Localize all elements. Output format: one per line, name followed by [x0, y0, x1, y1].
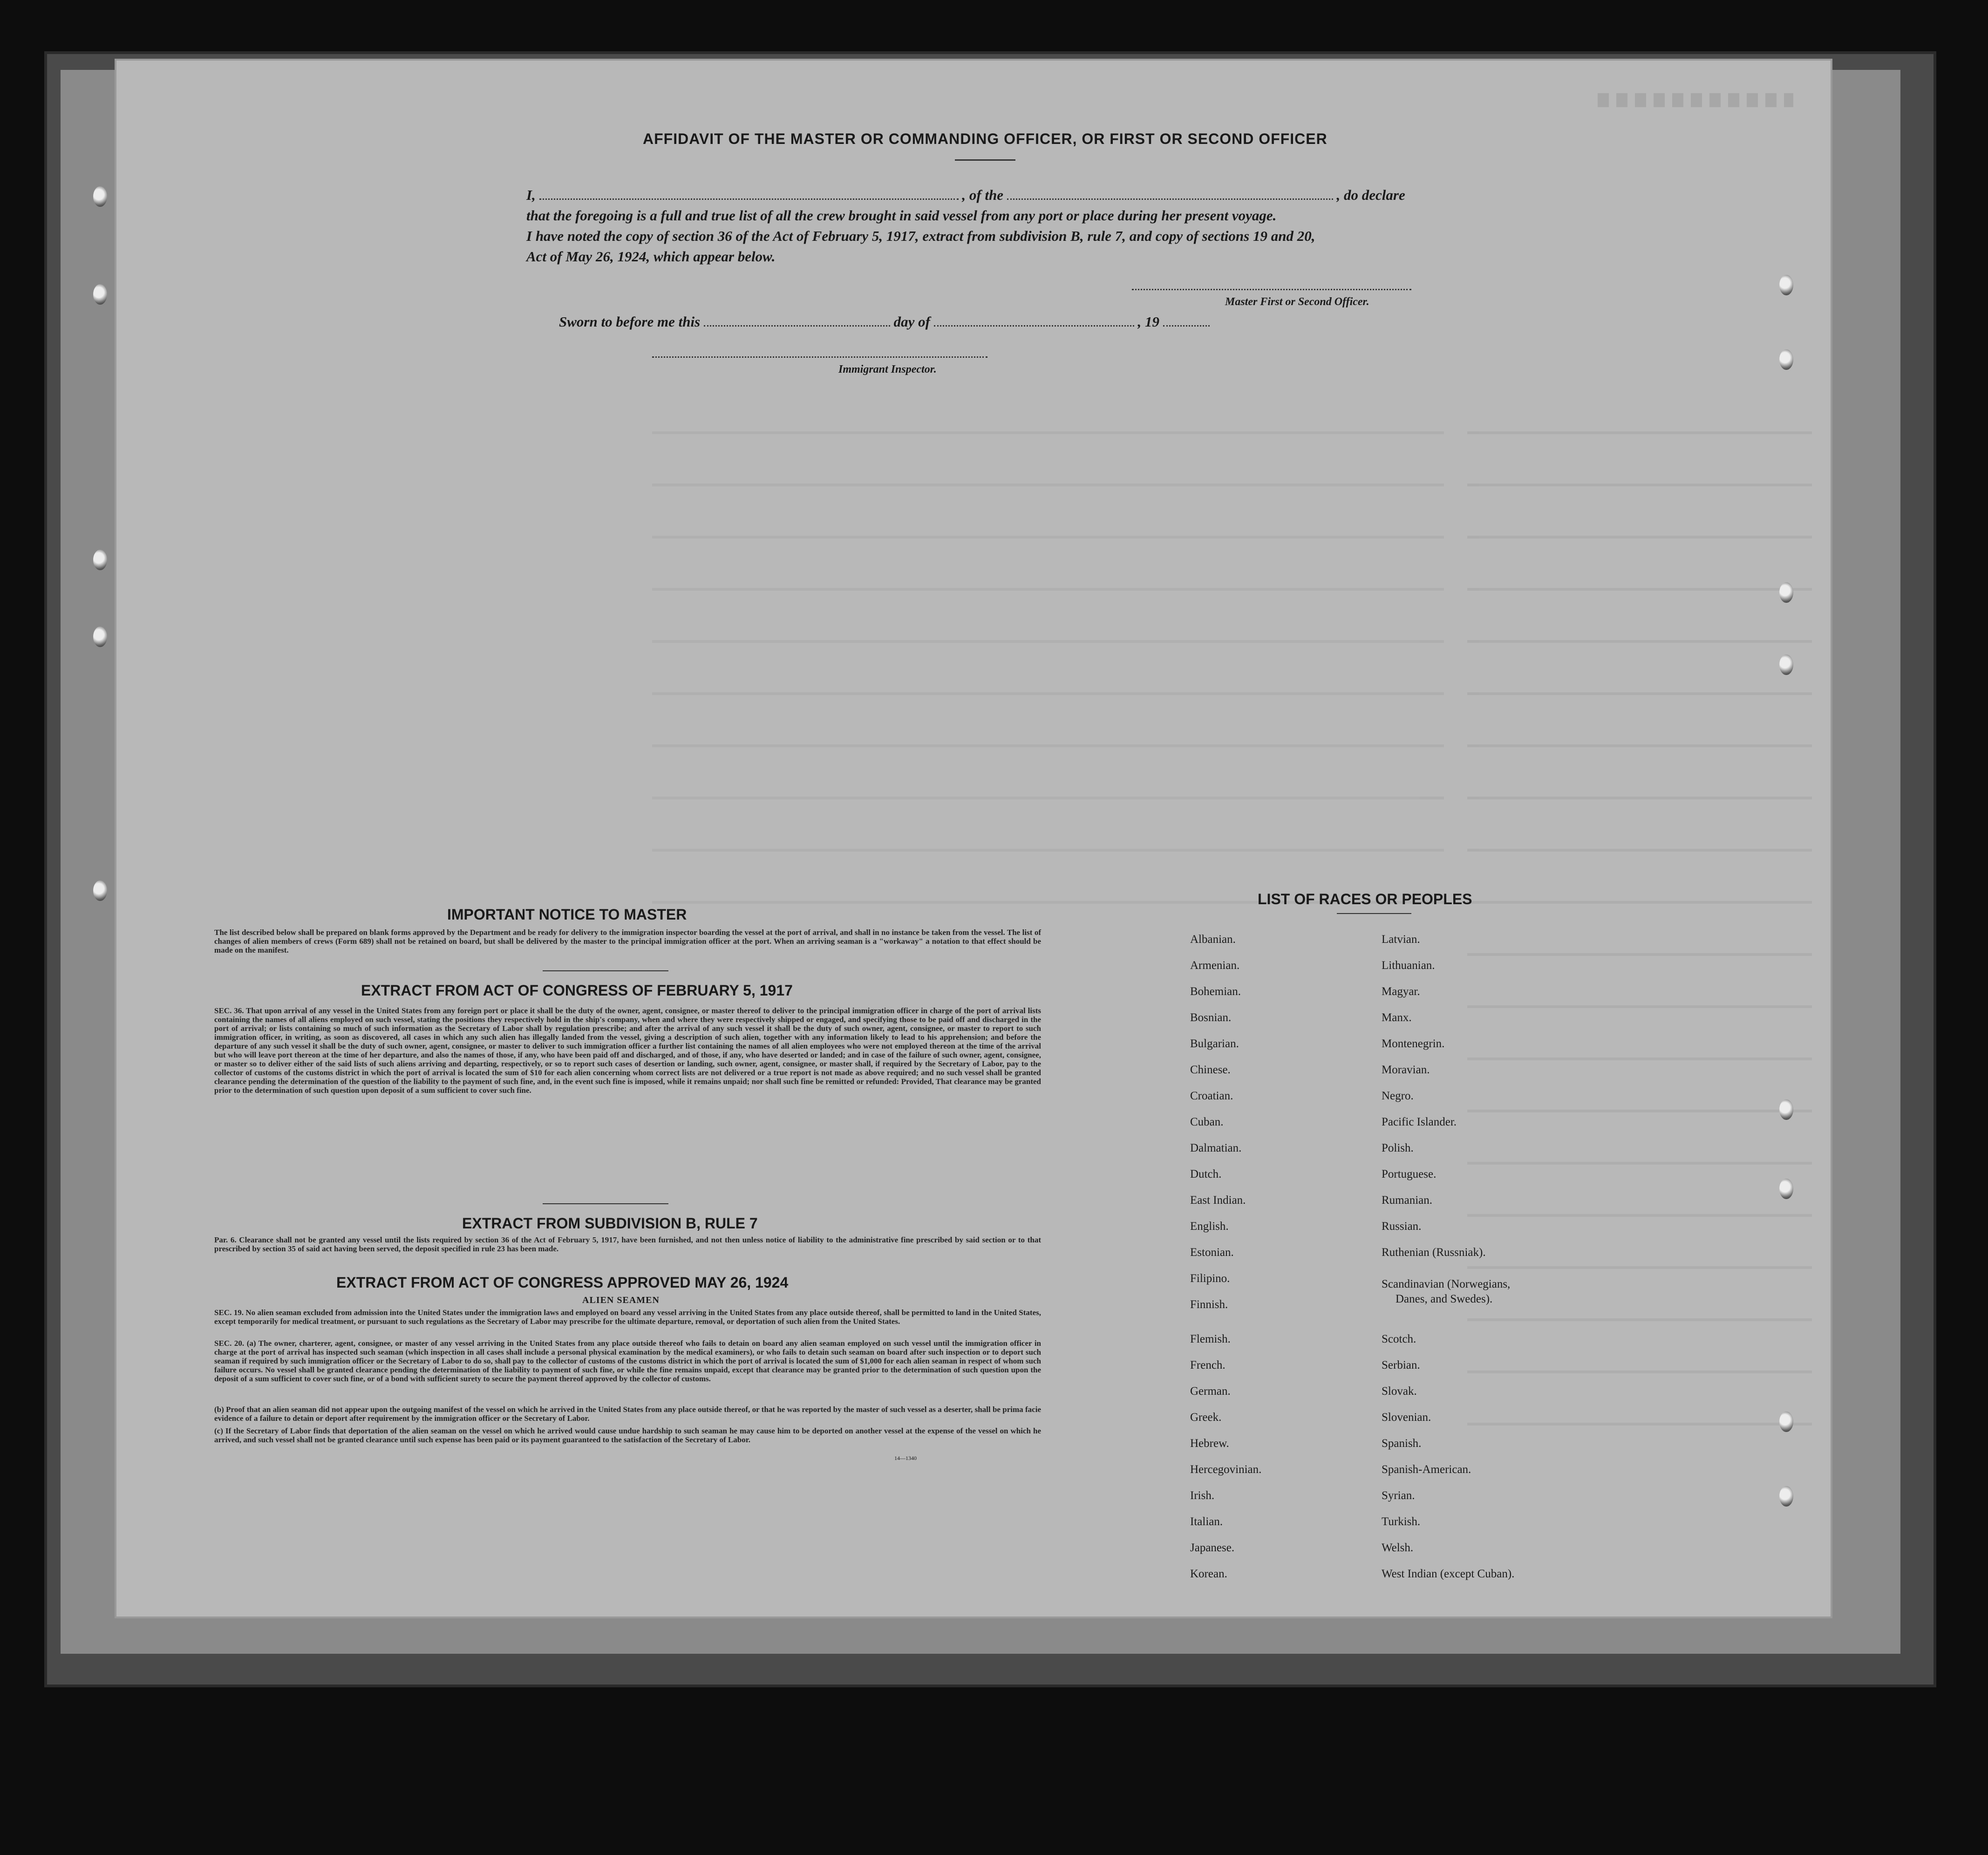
- race-item: Portuguese.: [1382, 1168, 1437, 1180]
- race-item: Slovenian.: [1382, 1411, 1431, 1424]
- declaration-line-1: [526, 185, 1405, 205]
- form-number: 14—1340: [894, 1455, 917, 1461]
- race-item: Italian.: [1190, 1515, 1223, 1528]
- sec-20c-text: (c) If the Secretary of Labor finds that deportation of the alien seaman on the vessel on which he arrived would cause undue hardship to such seaman he may cause him to be deported on another vessel at the expense of the vessel on which he arrived, and such vessel shall not be granted clearance until such expense has been paid or its payment guaranteed to the satisfaction of the Secretary of Labor.: [214, 1426, 1041, 1444]
- inspector-caption: Immigrant Inspector.: [838, 363, 937, 375]
- race-item: Polish.: [1382, 1142, 1414, 1154]
- race-item: Rumanian.: [1382, 1194, 1433, 1207]
- race-item: Bohemian.: [1190, 985, 1241, 998]
- race-item: Slovak.: [1382, 1385, 1417, 1398]
- punch-hole: [1779, 1179, 1793, 1199]
- declaration-line-4: Act of May 26, 1924, which appear below.: [526, 248, 776, 265]
- section-divider: [543, 1203, 668, 1204]
- extract-1924-title: EXTRACT FROM ACT OF CONGRESS APPROVED MAY 26, 1924: [336, 1274, 789, 1291]
- race-item: Japanese.: [1190, 1541, 1235, 1554]
- bleed-through: [116, 61, 1831, 1616]
- punch-hole: [93, 880, 107, 901]
- declaration-line-3: I have noted the copy of section 36 of the Act of February 5, 1917, extract from subdivision B, rule 7, and copy of sections 19 and 20,: [526, 228, 1315, 244]
- race-item: Chinese.: [1190, 1064, 1231, 1076]
- race-item: Magyar.: [1382, 985, 1420, 998]
- race-item: East Indian.: [1190, 1194, 1246, 1207]
- sworn-month-field[interactable]: [934, 325, 1134, 327]
- master-signature-line[interactable]: [1132, 289, 1411, 290]
- race-item: Spanish.: [1382, 1437, 1422, 1450]
- race-item: Scotch.: [1382, 1333, 1416, 1345]
- sworn-year-field[interactable]: [1163, 325, 1210, 327]
- extract-1917-body: SEC. 36. That upon arrival of any vessel in the United States from any foreign port or place it shall be the duty of the owner, agent, consignee, or master thereof to deliver to the principal immigration officer in charge of the port of arrival lists containing the names of all aliens employed on such vessel, stating the positions they respectively hold in the ship's company, when and where they were respectively shipped or engaged, and specifying those to be paid off and discharged in the port of arrival; or lists containing so much of such information as the Secretary of Labor shall by regulation prescribe; and after the arrival of any such vessel it shall be the duty of such owner, agent, consignee, or master to report to such immigration officer, in writing, as soon as discovered, all cases in which any such alien has illegally landed from the vessel, giving a description of such alien, together with any information likely to lead to his apprehension; and before the departure of any such vessel it shall be the duty of such owner, agent, consignee, or master to deliver to such immigration officer a further list containing the names of all alien employees who were not employed thereon at the time of the arrival but who will leave port thereon at the time of her departure, and also the names of those, if any, who have been paid off and discharged, and of those, if any, who have deserted or landed; and in case of the failure of such owner, agent, consignee, or master so to deliver either of the said lists of such aliens arriving and departing, respectively, or so to report such cases of desertion or landing, such owner, agent, consignee, or master shall, if required by the Secretary of Labor, pay to the collector of customs of the customs district in which the port of arrival is located the sum of $10 for each alien concerning whom correct lists are not delivered or a true report is not made as above required; and no such vessel shall be granted clearance pending the determination of the question of the liability to the payment of such fine, and, in the event such fine is imposed, while it remains unpaid; nor shall such fine be remitted or refunded: Provided, That clearance may be granted prior to the determination of such question upon deposit of a sum sufficient to cover such fine.: [214, 1006, 1041, 1095]
- notice-body: The list described below shall be prepared on blank forms approved by the Department and be ready for delivery to the immigration inspector boarding the vessel at the port of arrival, and shall in no instance be taken from the vessel. The list of changes of alien members of crews (Form 689) shall not be retained on board, but shall be delivered by the master to the principal immigration officer at the port. When an arriving seaman is a "workaway" a notation to that effect should be made on the manifest.: [214, 928, 1041, 955]
- race-item: Moravian.: [1382, 1064, 1430, 1076]
- race-item: Filipino.: [1190, 1272, 1230, 1285]
- punch-hole: [93, 186, 107, 207]
- race-item: Scandinavian (Norwegians,: [1382, 1278, 1511, 1290]
- race-item: Latvian.: [1382, 933, 1420, 946]
- race-item: Albanian.: [1190, 933, 1236, 946]
- subdivision-b-body: Par. 6. Clearance shall not be granted any vessel until the lists required by section 36 of the Act of February 5, 1917, have been furnished, and not then unless notice of liability to the administrative fine prescribed by said section or to that prescribed by section 35 of said act having been served, the deposit specified in rule 23 has been made.: [214, 1235, 1041, 1253]
- race-item: Syrian.: [1382, 1489, 1415, 1502]
- race-item: Welsh.: [1382, 1541, 1414, 1554]
- race-item: French.: [1190, 1359, 1225, 1371]
- race-item: Bulgarian.: [1190, 1037, 1239, 1050]
- race-item: Estonian.: [1190, 1246, 1234, 1259]
- title-underline: [955, 159, 1015, 161]
- punch-hole: [1779, 349, 1793, 370]
- punch-hole: [1779, 275, 1793, 295]
- sworn-line: [559, 312, 1210, 332]
- punch-hole: [93, 284, 107, 305]
- sworn-label: Sworn to before me this: [559, 314, 701, 330]
- race-item: Ruthenian (Russniak).: [1382, 1246, 1486, 1259]
- race-item: Spanish-American.: [1382, 1463, 1471, 1476]
- race-item: Greek.: [1190, 1411, 1222, 1424]
- race-item: Korean.: [1190, 1568, 1227, 1580]
- race-item: Croatian.: [1190, 1090, 1233, 1102]
- race-item: Irish.: [1190, 1489, 1215, 1502]
- punch-hole: [1779, 1412, 1793, 1432]
- race-item: Negro.: [1382, 1090, 1414, 1102]
- race-item: Manx.: [1382, 1011, 1412, 1024]
- race-item: English.: [1190, 1220, 1229, 1233]
- race-item: Lithuanian.: [1382, 959, 1435, 972]
- race-item: Cuban.: [1190, 1116, 1224, 1128]
- punch-hole: [1779, 1486, 1793, 1507]
- races-title-underline: [1337, 913, 1411, 914]
- master-name-field[interactable]: [539, 198, 959, 200]
- do-declare-label: , do declare: [1336, 187, 1405, 203]
- race-item: Dalmatian.: [1190, 1142, 1242, 1154]
- race-item: Bosnian.: [1190, 1011, 1232, 1024]
- race-item: Dutch.: [1190, 1168, 1222, 1180]
- punch-hole: [1779, 582, 1793, 603]
- year-prefix: , 19: [1137, 314, 1159, 330]
- punch-hole: [1779, 1099, 1793, 1120]
- race-item: Armenian.: [1190, 959, 1240, 972]
- race-item: Serbian.: [1382, 1359, 1420, 1371]
- inspector-signature-line[interactable]: [652, 356, 987, 358]
- alien-seamen-subtitle: ALIEN SEAMEN: [582, 1295, 660, 1305]
- i-label: I,: [526, 187, 536, 203]
- race-item: German.: [1190, 1385, 1231, 1398]
- affidavit-title: AFFIDAVIT OF THE MASTER OR COMMANDING OFFICER, OR FIRST OR SECOND OFFICER: [643, 130, 1328, 147]
- of-the-label: , of the: [962, 187, 1004, 203]
- section-divider: [543, 970, 668, 971]
- notice-title: IMPORTANT NOTICE TO MASTER: [447, 906, 687, 923]
- race-item: Pacific Islander.: [1382, 1116, 1457, 1128]
- sec-20a-text: SEC. 20. (a) The owner, charterer, agent, consignee, or master of any vessel arriving in the United States from any place outside thereof who fails to detain on board any alien seaman employed on such vessel until the immigration officer in charge at the port of arrival has inspected such seaman (which inspection in all cases shall include a personal physical examination by the medical examiners), or who fails to detain such seaman on board after such inspection or to deport such seaman if required by such immigration officer or the Secretary of Labor to do so, shall pay to the collector of customs of the customs district in which the port of arrival is located the sum of $1,000 for each alien seaman in respect of whom such failure occurs. No vessel shall be granted clearance pending the determination of the liability to payment of such fine, or while the fine remains unpaid, except that clearance may be granted prior to the determination of such question upon the deposit of a sum sufficient to cover such fine, or of a bond with sufficient surety to secure the payment thereof approved by the collector of customs.: [214, 1339, 1041, 1383]
- race-item: Danes, and Swedes).: [1396, 1293, 1493, 1305]
- race-item: Turkish.: [1382, 1515, 1421, 1528]
- subdivision-b-title: EXTRACT FROM SUBDIVISION B, RULE 7: [462, 1215, 758, 1232]
- vessel-name-field[interactable]: [1007, 198, 1333, 200]
- race-item: Russian.: [1382, 1220, 1422, 1233]
- race-item: Hebrew.: [1190, 1437, 1229, 1450]
- extract-1917-title: EXTRACT FROM ACT OF CONGRESS OF FEBRUARY 5, 1917: [361, 982, 793, 999]
- sec-19-text: SEC. 19. No alien seaman excluded from admission into the United States under the immigration laws and employed on board any vessel arriving in the United States from any place outside thereof, shall be permitted to land in the United States, except temporarily for medical treatment, or pursuant to such regulations as the Secretary of Labor may prescribe for the ultimate departure, removal, or deportation of such alien from the United States.: [214, 1308, 1041, 1326]
- punch-hole: [93, 550, 107, 570]
- races-title: LIST OF RACES OR PEOPLES: [1258, 891, 1472, 907]
- declaration-line-2: that the foregoing is a full and true list of all the crew brought in said vessel from any port or place during her present voyage.: [526, 207, 1277, 224]
- sworn-day-field[interactable]: [704, 325, 890, 327]
- punch-hole: [1779, 655, 1793, 675]
- race-item: West Indian (except Cuban).: [1382, 1568, 1515, 1580]
- document-page: [116, 61, 1831, 1616]
- race-item: Montenegrin.: [1382, 1037, 1445, 1050]
- race-item: Hercegovinian.: [1190, 1463, 1262, 1476]
- race-item: Finnish.: [1190, 1298, 1228, 1311]
- sec-20b-text: (b) Proof that an alien seaman did not appear upon the outgoing manifest of the vessel on which he arrived in the United States from any place outside thereof, or that he was reported by the master of such vessel as a deserter, shall be prima facie evidence of a failure to detain or deport after requirement by the immigration officer or the Secretary of Labor.: [214, 1405, 1041, 1423]
- punch-hole: [93, 627, 107, 647]
- master-caption: Master First or Second Officer.: [1225, 296, 1369, 308]
- day-of-label: day of: [893, 314, 930, 330]
- race-item: Flemish.: [1190, 1333, 1231, 1345]
